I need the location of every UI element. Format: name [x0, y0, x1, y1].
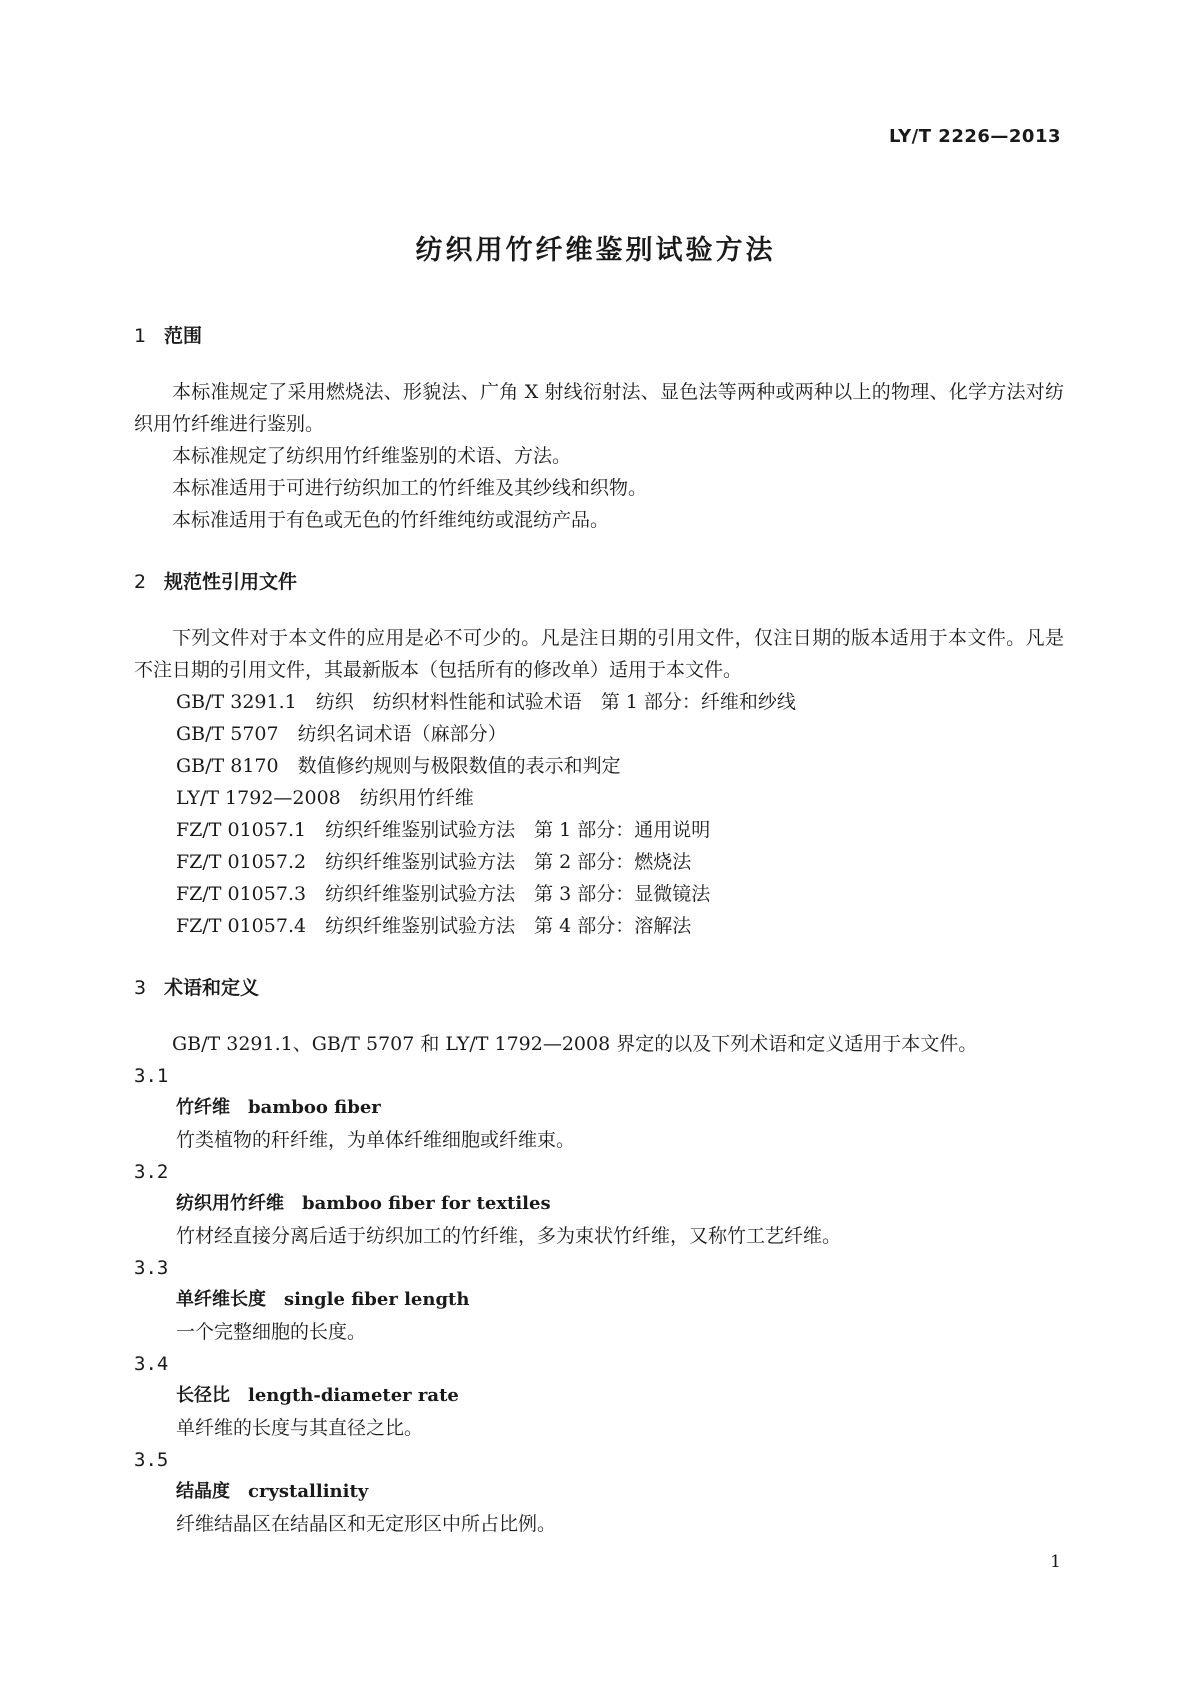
section-1-heading [134, 320, 1064, 352]
section-number: 3 [134, 977, 147, 999]
document-title: 纺织用竹纤维鉴别试验方法 [415, 235, 776, 266]
term-number: 3.2 [134, 1161, 169, 1183]
term-name [134, 1092, 1064, 1124]
term-definition: 竹类植物的秆纤维，为单体纤维细胞或纤维束。 [176, 1129, 576, 1151]
section-2-heading [134, 566, 1064, 598]
term-name [134, 1476, 1064, 1508]
page-number: 1 [1050, 1552, 1061, 1572]
term-name [134, 1380, 1064, 1412]
paragraph: 本标准适用于有色或无色的竹纤维纯纺或混纺产品。 [172, 509, 610, 531]
term-definition: 单纤维的长度与其直径之比。 [176, 1417, 424, 1439]
term-name-en: single fiber length [284, 1289, 470, 1310]
paragraph: 本标准规定了采用燃烧法、形貌法、广角 X 射线衍射法、显色法等两种或两种以上的物理、化学方法对纺织用竹纤维进行鉴别。 [134, 381, 1064, 435]
term-definition: 一个完整细胞的长度。 [176, 1321, 367, 1343]
term-name-zh: 竹纤维 [176, 1097, 230, 1118]
term-name [134, 1188, 1064, 1220]
term-definition: 纤维结晶区在结晶区和无定形区中所占比例。 [176, 1513, 557, 1535]
reference-item: FZ/T 01057.3 纺织纤维鉴别试验方法 第 3 部分：显微镜法 [176, 883, 711, 905]
section-3-heading [134, 972, 1064, 1004]
paragraph: 本标准规定了纺织用竹纤维鉴别的术语、方法。 [172, 445, 572, 467]
reference-item: GB/T 8170 数值修约规则与极限数值的表示和判定 [176, 755, 621, 777]
term-name-zh: 纺织用竹纤维 [176, 1193, 284, 1214]
term-name-en: crystallinity [248, 1481, 369, 1502]
term-name-en: length-diameter rate [248, 1385, 459, 1406]
term-number: 3.1 [134, 1065, 169, 1087]
section-title: 术语和定义 [164, 977, 260, 999]
reference-item: FZ/T 01057.1 纺织纤维鉴别试验方法 第 1 部分：通用说明 [176, 819, 711, 841]
term-name-zh: 单纤维长度 [176, 1289, 266, 1310]
paragraph: 下列文件对于本文件的应用是必不可少的。凡是注日期的引用文件，仅注日期的版本适用于本文件。凡是不注日期的引用文件，其最新版本（包括所有的修改单）适用于本文件。 [134, 627, 1064, 681]
term-number: 3.5 [134, 1449, 169, 1471]
paragraph: 本标准适用于可进行纺织加工的竹纤维及其纱线和织物。 [172, 477, 648, 499]
reference-item: GB/T 3291.1 纺织 纺织材料性能和试验术语 第 1 部分：纤维和纱线 [176, 691, 796, 713]
term-name-en: bamboo fiber for textiles [302, 1193, 551, 1214]
reference-item: LY/T 1792—2008 纺织用竹纤维 [176, 787, 474, 809]
reference-item: FZ/T 01057.2 纺织纤维鉴别试验方法 第 2 部分：燃烧法 [176, 851, 692, 873]
section-title: 范围 [164, 325, 203, 347]
term-name-zh: 结晶度 [176, 1481, 230, 1502]
term-name-en: bamboo fiber [248, 1097, 381, 1118]
section-number: 1 [134, 325, 147, 347]
term-name-zh: 长径比 [176, 1385, 230, 1406]
standard-code: LY/T 2226—2013 [888, 126, 1061, 147]
document-body [134, 320, 1064, 1540]
reference-item: GB/T 5707 纺织名词术语（麻部分） [176, 723, 507, 745]
term-name [134, 1284, 1064, 1316]
reference-item: FZ/T 01057.4 纺织纤维鉴别试验方法 第 4 部分：溶解法 [176, 915, 692, 937]
section-number: 2 [134, 571, 147, 593]
term-number: 3.3 [134, 1257, 169, 1279]
section-title: 规范性引用文件 [164, 571, 298, 593]
paragraph: GB/T 3291.1、GB/T 5707 和 LY/T 1792—2008 界定的以及下列术语和定义适用于本文件。 [172, 1033, 978, 1055]
term-number: 3.4 [134, 1353, 169, 1375]
term-definition: 竹材经直接分离后适于纺织加工的竹纤维，多为束状竹纤维，又称竹工艺纤维。 [176, 1225, 842, 1247]
